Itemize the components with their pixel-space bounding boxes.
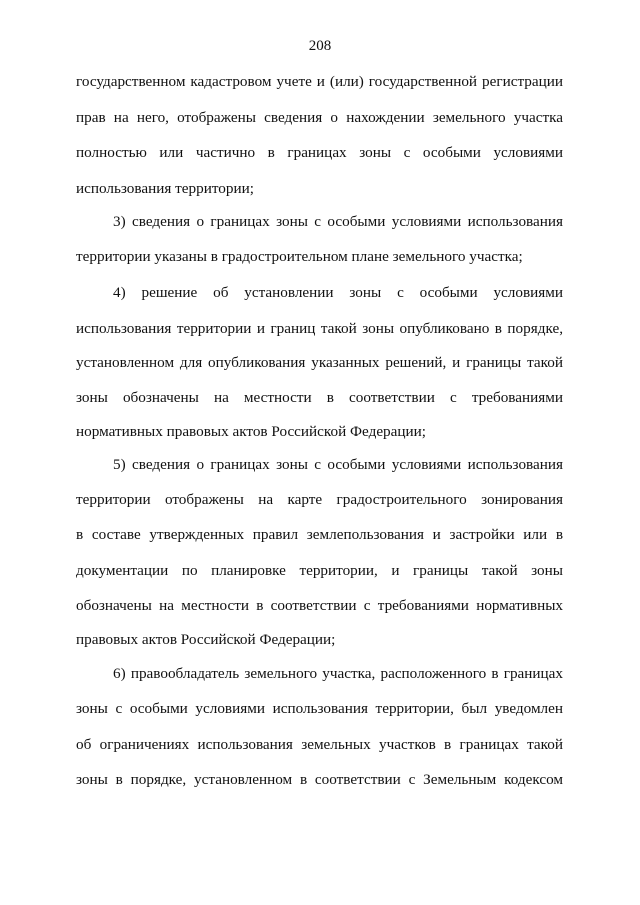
text-line: государственном кадастровом учете и (или) государственной регистрации [76,73,563,90]
text-line: зоны с особыми условиями использования территории, был уведомлен [76,700,563,717]
text-line: территории отображены на карте градостроительного зонирования [76,491,563,508]
text-line: полностью или частично в границах зоны с особыми условиями [76,144,563,161]
text-line: установленном для опубликования указанных решений, и границы такой [76,354,563,371]
text-line: 3) сведения о границах зоны с особыми условиями использования [113,213,563,230]
text-line: обозначены на местности в соответствии с требованиями нормативных [76,597,563,614]
text-line: документации по планировке территории, и границы такой зоны [76,562,563,579]
text-line: прав на него, отображены сведения о нахождении земельного участка [76,109,563,126]
text-line: 4) решение об установлении зоны с особыми условиями [113,284,563,301]
text-line: нормативных правовых актов Российской Федерации; [76,423,426,440]
text-line: зоны обозначены на местности в соответствии с требованиями [76,389,563,406]
text-line: зоны в порядке, установленном в соответствии с Земельным кодексом [76,771,563,788]
text-line: 6) правообладатель земельного участка, расположенного в границах [113,665,563,682]
text-line: использования территории и границ такой зоны опубликовано в порядке, [76,320,563,337]
text-line: об ограничениях использования земельных участков в границах такой [76,736,563,753]
text-line: в составе утвержденных правил землепользования и застройки или в [76,526,563,543]
text-line: территории указаны в градостроительном плане земельного участка; [76,248,523,265]
text-line: 5) сведения о границах зоны с особыми условиями использования [113,456,563,473]
text-line: использования территории; [76,180,254,197]
text-line: правовых актов Российской Федерации; [76,631,336,648]
page-number: 208 [308,38,332,54]
